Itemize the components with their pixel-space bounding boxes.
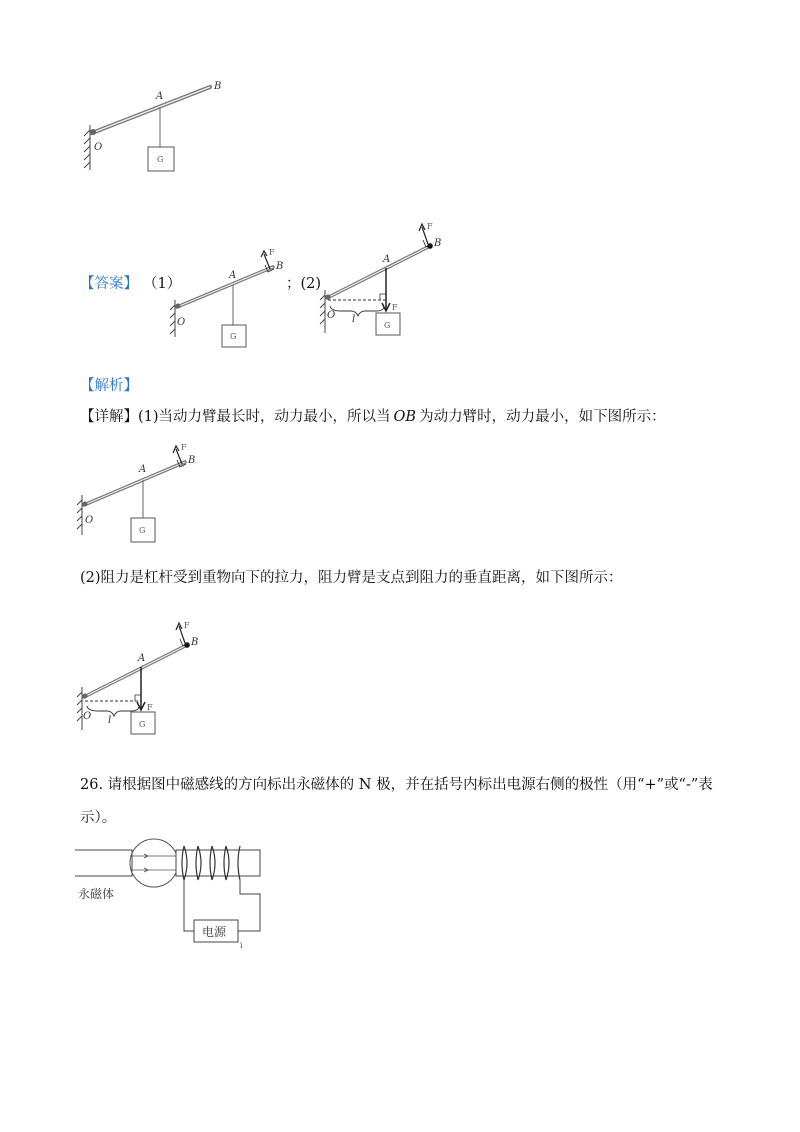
detail-paragraph-2: (2)阻力是杠杆受到重物向下的拉力，阻力臂是支点到阻力的垂直距离，如下图所示：: [80, 570, 623, 586]
analysis-tag: 【解析】: [80, 378, 138, 394]
pivot-point: [90, 129, 96, 135]
svg-text:B: B: [191, 637, 199, 648]
svg-text:F: F: [181, 443, 187, 452]
detail-text-1: (1)当动力臂最长时，动力最小，所以当: [138, 409, 391, 425]
label-G: G: [157, 155, 164, 164]
svg-text:O: O: [327, 310, 336, 321]
svg-text:G: G: [384, 321, 391, 330]
svg-text:F: F: [269, 248, 275, 257]
svg-text:l: l: [352, 314, 356, 325]
detail-text-2: 为动力臂时，动力最小，如下图所示：: [419, 409, 666, 425]
svg-text:B: B: [434, 238, 442, 249]
field-circle: [130, 839, 178, 887]
svg-text:O: O: [83, 711, 92, 722]
svg-text:A: A: [139, 464, 147, 475]
answer-part2-label: ；(2): [286, 276, 322, 292]
svg-text:B: B: [276, 261, 284, 272]
answer-figure-1: [168, 245, 288, 350]
svg-text:l: l: [108, 715, 112, 726]
svg-text:i: i: [240, 941, 243, 950]
svg-text:A: A: [229, 270, 237, 281]
svg-text:O: O: [85, 515, 94, 526]
svg-text:B: B: [188, 455, 196, 466]
label-A: A: [156, 91, 164, 102]
wall-hatch: [84, 125, 90, 170]
svg-text:G: G: [230, 332, 237, 341]
svg-text:G: G: [139, 720, 146, 729]
svg-text:F: F: [147, 703, 153, 712]
electromagnet-figure: [72, 836, 272, 951]
magnet-label: 永磁体: [78, 887, 115, 901]
analysis-figure-1: [75, 440, 205, 550]
svg-text:G: G: [139, 526, 146, 535]
svg-text:F: F: [184, 621, 190, 630]
lever-figure-question: [80, 75, 240, 180]
svg-text:F: F: [392, 303, 398, 312]
svg-text:A: A: [383, 254, 391, 265]
label-O: O: [94, 142, 103, 153]
power-supply-label: 电源: [202, 925, 227, 939]
label-B: B: [214, 81, 222, 92]
iron-core: [176, 850, 260, 876]
detail-paragraph-1: [80, 405, 666, 426]
question-26-line-2: 示）。: [80, 810, 117, 826]
svg-text:O: O: [177, 317, 186, 328]
permanent-magnet: [75, 850, 132, 876]
analysis-figure-2: [75, 615, 215, 740]
answer-part1-label: （1）: [143, 276, 182, 292]
answer-tag: 【答案】: [80, 276, 138, 292]
svg-text:F: F: [427, 222, 433, 231]
answer-figure-2: [318, 218, 458, 343]
detail-tag: 【详解】: [80, 409, 138, 425]
ob-symbol: OB: [393, 409, 417, 425]
svg-text:A: A: [138, 653, 146, 664]
question-26-line-1: 26. 请根据图中磁感线的方向标出永磁体的 N 极，并在括号内标出电源右侧的极性（用“+”或“-”表: [80, 777, 713, 793]
